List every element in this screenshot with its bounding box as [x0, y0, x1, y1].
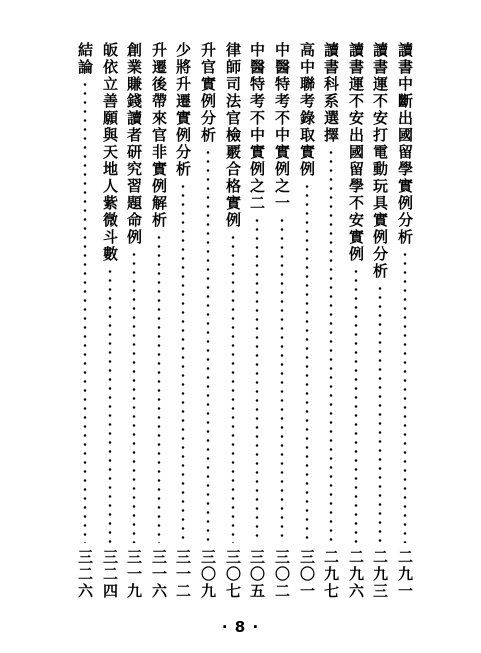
dot-leader	[255, 216, 259, 543]
toc-entry	[100, 42, 120, 600]
entry-title: 讀書運不安打電動玩具實例分析	[371, 42, 389, 280]
entry-page-number: 三〇一	[298, 549, 316, 600]
entry-page-number: 二九六	[347, 549, 365, 600]
entry-title: 讀書中斷出國留學實例分析	[396, 42, 414, 246]
dot-leader	[378, 284, 382, 543]
dot-leader	[206, 148, 210, 543]
entry-page-number: 三一二	[174, 549, 192, 600]
entry-page-number: 二九三	[371, 549, 389, 600]
entry-page-number: 二九七	[322, 549, 340, 600]
dot-leader	[231, 233, 235, 543]
dot-leader	[108, 267, 112, 543]
entry-title: 結論	[76, 42, 94, 76]
dot-leader	[157, 233, 161, 543]
entry-title: 律師司法官檢覈合格實例	[224, 42, 242, 229]
dot-leader	[280, 216, 284, 543]
dot-leader	[329, 148, 333, 543]
dot-leader	[354, 267, 358, 543]
toc-entry	[75, 42, 95, 600]
entry-title: 讀書運不安出國留學不安實例	[347, 42, 365, 263]
toc-entry	[272, 42, 292, 600]
entry-title: 創業賺錢讀者研究習題命例	[125, 42, 143, 246]
entry-title: 讀書科系選擇	[322, 42, 340, 144]
entry-title: 中醫特考不中實例之一	[273, 42, 291, 212]
entry-page-number: 二九一	[396, 549, 414, 600]
toc-entry	[370, 42, 390, 600]
entry-page-number: 三二四	[101, 549, 119, 600]
entry-page-number: 三〇七	[224, 549, 242, 600]
entry-page-number: 三一六	[150, 549, 168, 600]
dot-leader	[403, 250, 407, 543]
entry-title: 高中聯考錄取實例	[298, 42, 316, 178]
entry-title: 升遷後帶來官非實例解析	[150, 42, 168, 229]
entry-page-number: 三〇五	[248, 549, 266, 600]
toc-entry	[198, 42, 218, 600]
entry-page-number: 三一九	[125, 549, 143, 600]
entry-page-number: 三〇二	[273, 549, 291, 600]
toc-entry	[223, 42, 243, 600]
entry-page-number: 三二六	[76, 549, 94, 600]
page-footer-number: · 8 ·	[221, 618, 260, 636]
dot-leader	[83, 80, 87, 543]
entry-title: 皈依立善願與天地人紫微斗數	[101, 42, 119, 263]
dot-leader	[181, 182, 185, 543]
entry-title: 少將升遷實例分析	[174, 42, 192, 178]
entry-title: 中醫特考不中實例之二	[248, 42, 266, 212]
toc-entry	[297, 42, 317, 600]
toc-entry	[149, 42, 169, 600]
dot-leader	[305, 182, 309, 543]
entry-title: 升官實例分析	[199, 42, 217, 144]
toc-entry	[173, 42, 193, 600]
toc-entry	[321, 42, 341, 600]
toc-entry	[346, 42, 366, 600]
toc-entry	[395, 42, 415, 600]
dot-leader	[132, 250, 136, 543]
toc-entry	[124, 42, 144, 600]
toc-entry	[247, 42, 267, 600]
entry-page-number: 三〇九	[199, 549, 217, 600]
